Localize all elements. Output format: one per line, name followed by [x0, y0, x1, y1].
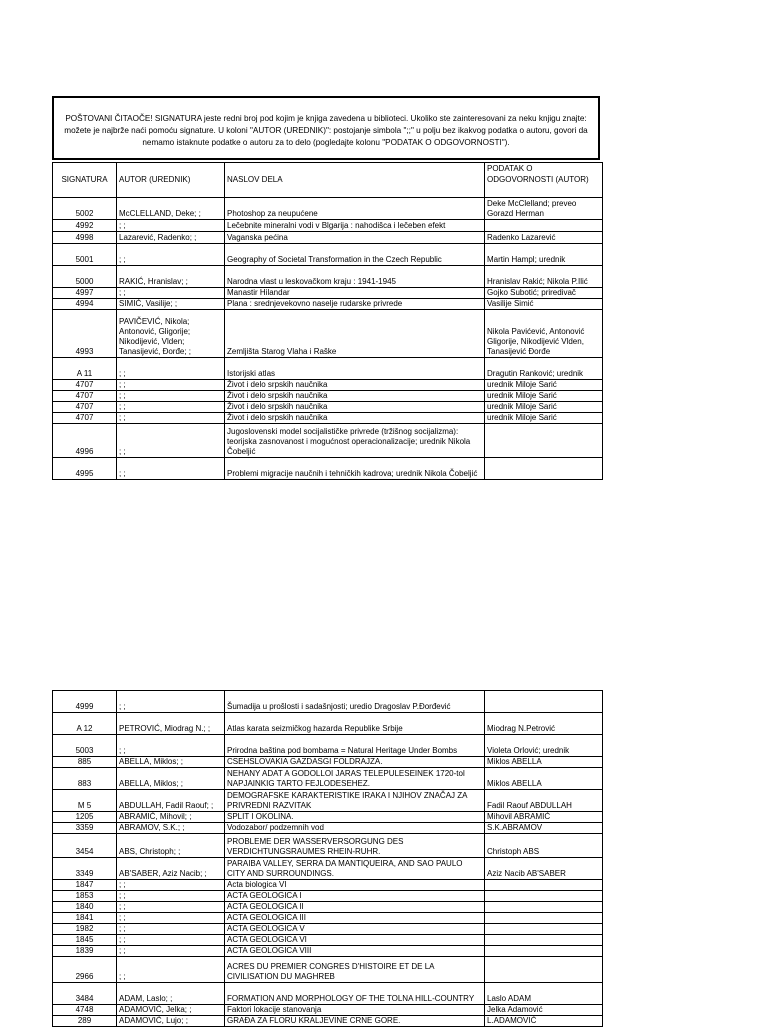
responsibility-cell: urednik Miloje Sarić	[485, 391, 603, 402]
author-cell: ; ;	[117, 735, 225, 757]
responsibility-cell: Miklos ABELLA	[485, 768, 603, 790]
responsibility-cell	[485, 220, 603, 232]
title-cell: ACRES DU PREMIER CONGRES D'HISTOIRE ET DE LA CIVILISATION DU MAGHREB	[225, 957, 485, 983]
table-row	[53, 946, 603, 957]
table-row	[53, 891, 603, 902]
table-row	[53, 902, 603, 913]
signatura-cell: 1839	[53, 946, 117, 957]
table-row	[53, 1016, 603, 1027]
table-row	[53, 913, 603, 924]
title-cell: Prirodna baština pod bombama = Natural Heritage Under Bombs	[225, 735, 485, 757]
table-row	[53, 402, 603, 413]
responsibility-cell: Hranislav Rakić; Nikola P.Ilić	[485, 266, 603, 288]
responsibility-cell: Martin Hampl; urednik	[485, 244, 603, 266]
signatura-cell: 4707	[53, 402, 117, 413]
author-cell: ; ;	[117, 380, 225, 391]
table-row	[53, 735, 603, 757]
signatura-cell: 4707	[53, 391, 117, 402]
author-cell: PETROVIĆ, Miodrag N.; ;	[117, 713, 225, 735]
title-cell: NEHANY ADAT A GODOLLOI JARAS TELEPULESEINEK 1720-tol NAPJAINKIG TARTO FEJLODESEHEZ.	[225, 768, 485, 790]
table-row	[53, 834, 603, 858]
responsibility-cell: Christoph ABS	[485, 834, 603, 858]
header-naslov: NASLOV DELA	[225, 163, 485, 198]
table-row	[53, 198, 603, 220]
author-cell: ABDULLAH, Fadil Raouf; ;	[117, 790, 225, 812]
header-signatura: SIGNATURA	[53, 163, 117, 198]
signatura-cell: 4993	[53, 310, 117, 358]
table-row	[53, 935, 603, 946]
responsibility-cell: Miklos ABELLA	[485, 757, 603, 768]
title-cell: Život i delo srpskih naučnika	[225, 391, 485, 402]
author-cell: ; ;	[117, 220, 225, 232]
responsibility-cell	[485, 424, 603, 458]
title-cell: Život i delo srpskih naučnika	[225, 380, 485, 391]
title-cell: SPLIT I OKOLINA.	[225, 812, 485, 823]
responsibility-cell: L.ADAMOVIĆ	[485, 1016, 603, 1027]
title-cell: Zemljišta Starog Vlaha i Raške	[225, 310, 485, 358]
author-cell: ABS, Christoph; ;	[117, 834, 225, 858]
signatura-cell: 885	[53, 757, 117, 768]
signatura-cell: 5002	[53, 198, 117, 220]
author-cell: ; ;	[117, 288, 225, 299]
author-cell: ; ;	[117, 458, 225, 480]
title-cell: Život i delo srpskih naučnika	[225, 402, 485, 413]
title-cell: Vaganska pećina	[225, 232, 485, 244]
table-row	[53, 288, 603, 299]
author-cell: ADAM, Laslo; ;	[117, 983, 225, 1005]
signatura-cell: 1841	[53, 913, 117, 924]
signatura-cell: 4995	[53, 458, 117, 480]
signatura-cell: 4748	[53, 1005, 117, 1016]
signatura-cell: 4992	[53, 220, 117, 232]
signatura-cell: 4707	[53, 413, 117, 424]
signatura-cell: 3484	[53, 983, 117, 1005]
table-row	[53, 983, 603, 1005]
title-cell: ACTA GEOLOGICA V	[225, 924, 485, 935]
responsibility-cell	[485, 924, 603, 935]
title-cell: Jugoslovenski model socijalističke privrede (tržišnog socijalizma): teorijska zasnovanost i mogućnost operacionalizacije; urednik Nikola Čobeljić	[225, 424, 485, 458]
table-row	[53, 812, 603, 823]
signatura-cell: A 11	[53, 358, 117, 380]
signatura-cell: 4998	[53, 232, 117, 244]
author-cell: ; ;	[117, 691, 225, 713]
table-row	[53, 858, 603, 880]
responsibility-cell: Aziz Nacib AB'SABER	[485, 858, 603, 880]
table-row	[53, 458, 603, 480]
responsibility-cell	[485, 891, 603, 902]
signatura-cell: 1205	[53, 812, 117, 823]
header-odgovornost: PODATAK O ODGOVORNOSTI (AUTOR)	[485, 163, 603, 198]
header-row	[53, 163, 603, 198]
title-cell: DEMOGRAFSKE KARAKTERISTIKE IRAKA I NJIHOV ZNAČAJ ZA PRIVREDNI RAZVITAK	[225, 790, 485, 812]
responsibility-cell: Fadil Raouf ABDULLAH	[485, 790, 603, 812]
signatura-cell: 1847	[53, 880, 117, 891]
author-cell: RAKIĆ, Hranislav; ;	[117, 266, 225, 288]
catalog-table-1	[52, 162, 603, 480]
table-row	[53, 380, 603, 391]
responsibility-cell: urednik Miloje Sarić	[485, 413, 603, 424]
title-cell: Acta biologica VI	[225, 880, 485, 891]
table-row	[53, 790, 603, 812]
title-cell: ACTA GEOLOGICA VIII	[225, 946, 485, 957]
author-cell: ABRAMOV, S.K.; ;	[117, 823, 225, 834]
signatura-cell: 4999	[53, 691, 117, 713]
table-row	[53, 713, 603, 735]
author-cell: SIMIĆ, Vasilije; ;	[117, 299, 225, 310]
table-row	[53, 823, 603, 834]
title-cell: Geography of Societal Transformation in the Czech Republic	[225, 244, 485, 266]
signatura-cell: 1982	[53, 924, 117, 935]
author-cell: ; ;	[117, 935, 225, 946]
title-cell: ACTA GEOLOGICA VI	[225, 935, 485, 946]
responsibility-cell	[485, 935, 603, 946]
author-cell: ABRAMIĆ, Mihovil; ;	[117, 812, 225, 823]
responsibility-cell: Miodrag N.Petrović	[485, 713, 603, 735]
responsibility-cell: urednik Miloje Sarić	[485, 380, 603, 391]
table-row	[53, 768, 603, 790]
responsibility-cell: Dragutin Ranković; urednik	[485, 358, 603, 380]
responsibility-cell: Vasilije Simić	[485, 299, 603, 310]
signatura-cell: 289	[53, 1016, 117, 1027]
responsibility-cell	[485, 880, 603, 891]
table-row	[53, 299, 603, 310]
author-cell: AB'SABER, Aziz Nacib; ;	[117, 858, 225, 880]
table-row	[53, 220, 603, 232]
author-cell: ; ;	[117, 946, 225, 957]
responsibility-cell: Laslo ADAM	[485, 983, 603, 1005]
author-cell: ; ;	[117, 413, 225, 424]
responsibility-cell: Radenko Lazarević	[485, 232, 603, 244]
author-cell: ; ;	[117, 358, 225, 380]
table-row	[53, 244, 603, 266]
author-cell: Lazarević, Radenko; ;	[117, 232, 225, 244]
table-row	[53, 691, 603, 713]
table-row	[53, 310, 603, 358]
author-cell: ; ;	[117, 424, 225, 458]
signatura-cell: 3454	[53, 834, 117, 858]
author-cell: ; ;	[117, 391, 225, 402]
responsibility-cell	[485, 902, 603, 913]
responsibility-cell	[485, 913, 603, 924]
author-cell: ; ;	[117, 957, 225, 983]
table-row	[53, 1005, 603, 1016]
title-cell: Šumadija u prošlosti i sadašnjosti; uredio Dragoslav P.Đorđević	[225, 691, 485, 713]
signatura-cell: 3349	[53, 858, 117, 880]
signatura-cell: 4997	[53, 288, 117, 299]
responsibility-cell: Gojko Subotić; priredivač	[485, 288, 603, 299]
signatura-cell: 1845	[53, 935, 117, 946]
responsibility-cell: Nikola Pavićević, Antonović Gligorije, Nikodijević Vlden, Tanasijević Đorđe	[485, 310, 603, 358]
author-cell: ; ;	[117, 924, 225, 935]
title-cell: Život i delo srpskih naučnika	[225, 413, 485, 424]
signatura-cell: 5001	[53, 244, 117, 266]
table-row	[53, 957, 603, 983]
author-cell: ; ;	[117, 891, 225, 902]
title-cell: Plana : srednjevekovno naselje rudarske privrede	[225, 299, 485, 310]
responsibility-cell: Jelka Adamović	[485, 1005, 603, 1016]
table-row	[53, 391, 603, 402]
author-cell: ; ;	[117, 913, 225, 924]
title-cell: Lečebnite mineralni vodi v Blgarija : nahodišca i lečeben efekt	[225, 220, 485, 232]
title-cell: Istorijski atlas	[225, 358, 485, 380]
author-cell: ; ;	[117, 402, 225, 413]
responsibility-cell	[485, 691, 603, 713]
table-row	[53, 266, 603, 288]
responsibility-cell: Deke McClelland; preveo Gorazd Herman	[485, 198, 603, 220]
signatura-cell: 4996	[53, 424, 117, 458]
title-cell: CSEHSLOVAKIA GAZDASGI FOLDRAJZA.	[225, 757, 485, 768]
title-cell: Photoshop za neupućene	[225, 198, 485, 220]
author-cell: ; ;	[117, 902, 225, 913]
table-row	[53, 424, 603, 458]
table-row	[53, 880, 603, 891]
responsibility-cell	[485, 946, 603, 957]
author-cell: ABELLA, Miklos; ;	[117, 757, 225, 768]
table-row	[53, 924, 603, 935]
signatura-cell: A 12	[53, 713, 117, 735]
responsibility-cell	[485, 957, 603, 983]
title-cell: Narodna vlast u leskovačkom kraju : 1941-1945	[225, 266, 485, 288]
table-row	[53, 757, 603, 768]
signatura-cell: M 5	[53, 790, 117, 812]
table-row	[53, 358, 603, 380]
table-row	[53, 413, 603, 424]
title-cell: PARAIBA VALLEY, SERRA DA MANTIQUEIRA, AND SAO PAULO CITY AND SURROUNDINGS.	[225, 858, 485, 880]
signatura-cell: 4707	[53, 380, 117, 391]
title-cell: GRAĐA ZA FLORU KRALJEVINE CRNE GORE.	[225, 1016, 485, 1027]
title-cell: ACTA GEOLOGICA I	[225, 891, 485, 902]
title-cell: Faktori lokacije stanovanja	[225, 1005, 485, 1016]
signatura-cell: 1853	[53, 891, 117, 902]
signatura-cell: 2966	[53, 957, 117, 983]
signatura-cell: 4994	[53, 299, 117, 310]
author-cell: ; ;	[117, 880, 225, 891]
catalog-table-2	[52, 690, 603, 1027]
signatura-cell: 3359	[53, 823, 117, 834]
title-cell: ACTA GEOLOGICA III	[225, 913, 485, 924]
author-cell: ADAMOVIĆ, Lujo; ;	[117, 1016, 225, 1027]
author-cell: ; ;	[117, 244, 225, 266]
author-cell: PAVIČEVIĆ, Nikola; Antonović, Gligorije; Nikodijević, Vlden; Tanasijević, Đorđe; ;	[117, 310, 225, 358]
signatura-cell: 5003	[53, 735, 117, 757]
table-row	[53, 232, 603, 244]
header-autor: AUTOR (UREDNIK)	[117, 163, 225, 198]
responsibility-cell: S.K.ABRAMOV	[485, 823, 603, 834]
title-cell: Atlas karata seizmičkog hazarda Republike Srbije	[225, 713, 485, 735]
author-cell: McCLELLAND, Deke; ;	[117, 198, 225, 220]
signatura-cell: 5000	[53, 266, 117, 288]
author-cell: ABELLA, Miklos; ;	[117, 768, 225, 790]
responsibility-cell: Mihovil ABRAMIĆ	[485, 812, 603, 823]
library-notice: POŠTOVANI ČITAOČE! SIGNATURA jeste redni broj pod kojim je knjiga zavedena u biblioteci. Ukoliko ste zainteresovani za neku knjigu znajte: možete je najbrže naći pomoću signature. U koloni "AUTOR (UREDNIK)": postojanje simbola ";;" u polju bez ikakvog podatka o autoru, govori da nemamo istaknute podatke o autoru za to delo (pogledajte kolonu "PODATAK O ODGOVORNOSTI").	[52, 96, 600, 160]
responsibility-cell: urednik Miloje Sarić	[485, 402, 603, 413]
title-cell: ACTA GEOLOGICA II	[225, 902, 485, 913]
title-cell: Problemi migracije naučnih i tehničkih kadrova; urednik Nikola Čobeljić	[225, 458, 485, 480]
responsibility-cell	[485, 458, 603, 480]
title-cell: FORMATION AND MORPHOLOGY OF THE TOLNA HILL-COUNTRY	[225, 983, 485, 1005]
title-cell: PROBLEME DER WASSERVERSORGUNG DES VERDICHTUNGSRAUMES RHEIN-RUHR.	[225, 834, 485, 858]
signatura-cell: 1840	[53, 902, 117, 913]
title-cell: Manastir Hilandar	[225, 288, 485, 299]
author-cell: ADAMOVIĆ, Jelka; ;	[117, 1005, 225, 1016]
signatura-cell: 883	[53, 768, 117, 790]
title-cell: Vodozabor/ podzemnih vod	[225, 823, 485, 834]
responsibility-cell: Violeta Orlović; urednik	[485, 735, 603, 757]
